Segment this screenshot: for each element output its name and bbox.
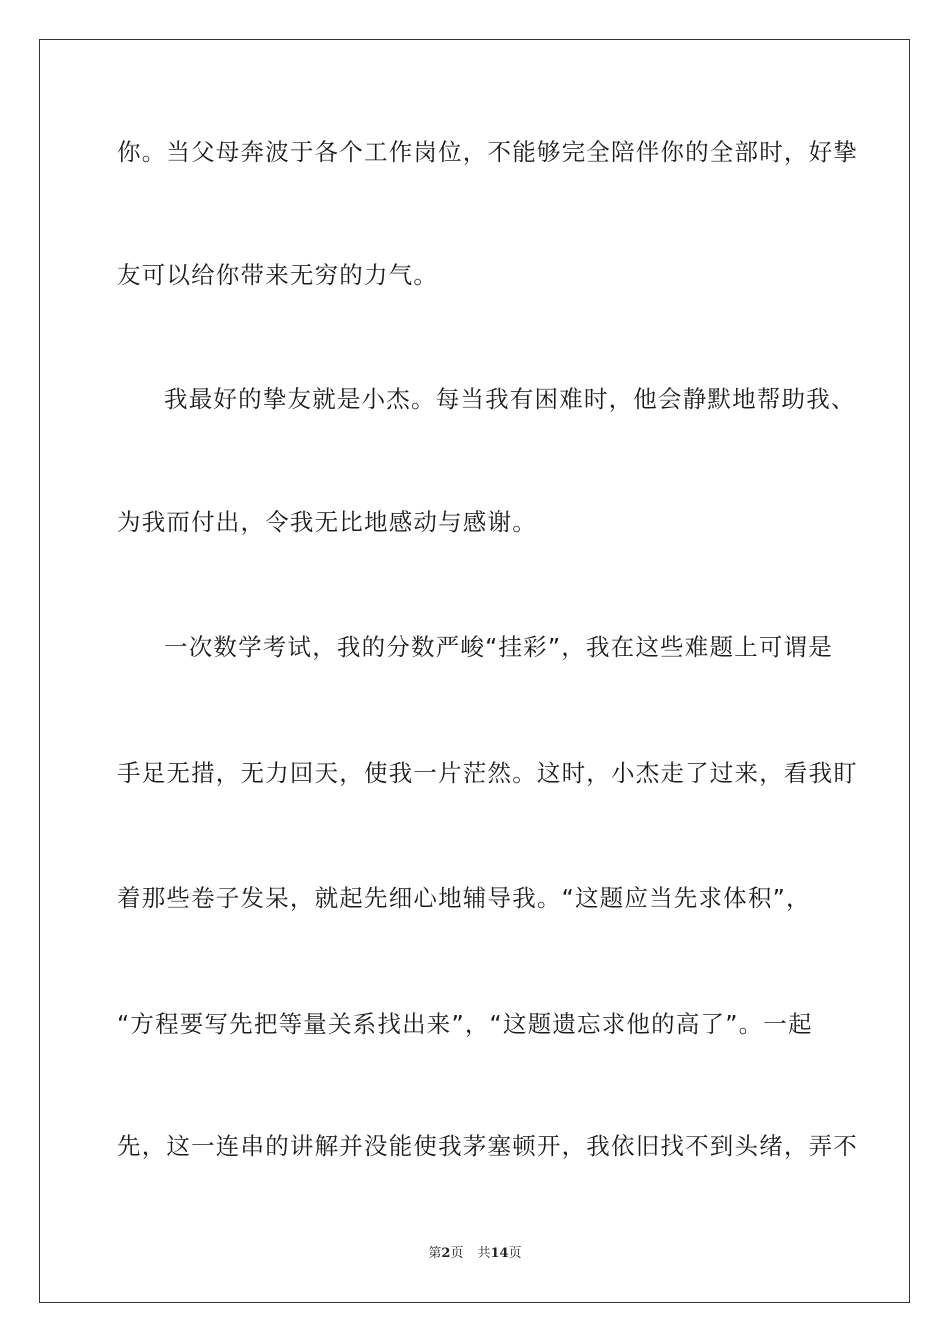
text-line-5: 一次数学考试，我的分数严峻“挂彩”，我在这些难题上可谓是 <box>164 633 833 661</box>
text-line-3: 我最好的挚友就是小杰。每当我有困难时，他会静默地帮助我、 <box>164 385 856 413</box>
text-line-8: “方程要写先把等量关系找出来”，“这题遗忘求他的高了”。一起 <box>117 1010 813 1038</box>
total-suffix: 页 <box>508 1246 522 1261</box>
text-line-6: 手足无措，无力回天，使我一片茫然。这时，小杰走了过来，看我盯 <box>117 759 858 787</box>
page-total: 14 <box>490 1246 509 1261</box>
text-line-2: 友可以给你带来无穷的力气。 <box>117 261 439 289</box>
page-prefix: 第 <box>428 1246 442 1261</box>
page-current: 2 <box>441 1246 451 1261</box>
text-line-1: 你。当父母奔波于各个工作岗位，不能够完全陪伴你的全部时，好挚 <box>117 138 858 166</box>
page-border <box>39 39 910 1303</box>
text-line-9: 先，这一连串的讲解并没能使我茅塞顿开，我依旧找不到头绪，弄不 <box>117 1132 858 1160</box>
text-line-4: 为我而付出，令我无比地感动与感谢。 <box>117 508 537 536</box>
text-line-7: 着那些卷子发呆，就起先细心地辅导我。“这题应当先求体积”， <box>117 884 811 912</box>
page-footer <box>0 1245 950 1263</box>
total-prefix: 共 <box>477 1246 491 1261</box>
page-suffix: 页 <box>450 1246 464 1261</box>
